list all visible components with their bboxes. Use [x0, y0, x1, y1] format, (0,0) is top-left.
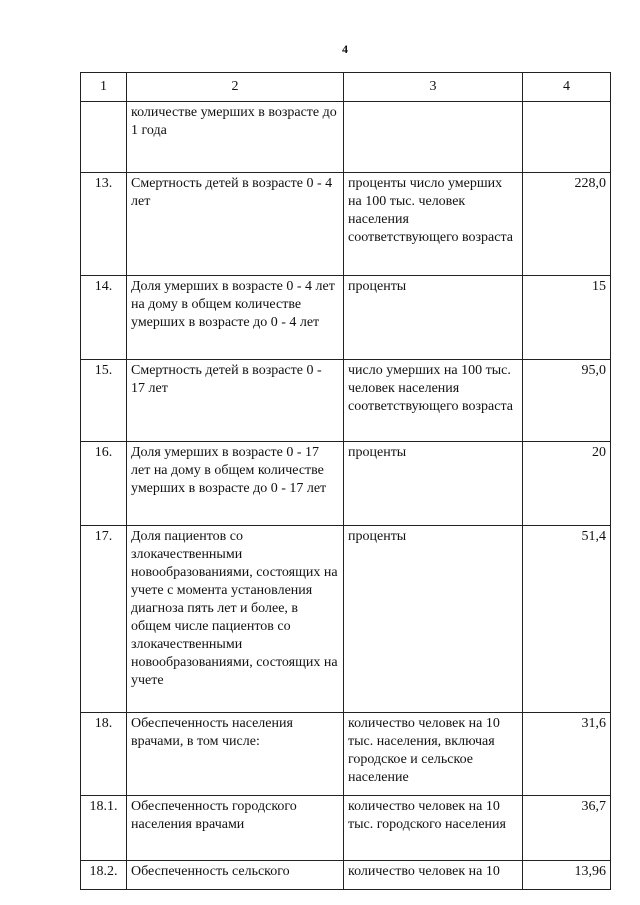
value: 95,0: [523, 360, 611, 442]
table-row: [81, 173, 611, 276]
unit: проценты: [344, 442, 523, 526]
unit: количество человек на 10 тыс. населения, включая городское и сельское население: [344, 713, 523, 796]
table-row: [81, 526, 611, 713]
table-row: [81, 442, 611, 526]
table-row: [81, 796, 611, 861]
value: 36,7: [523, 796, 611, 861]
table-row: [81, 360, 611, 442]
row-number: 18.: [81, 713, 127, 796]
unit: проценты число умерших на 100 тыс. человек населения соответствующего возраста: [344, 173, 523, 276]
unit: [344, 102, 523, 173]
unit: количество человек на 10: [344, 861, 523, 890]
indicator-name: Обеспеченность населения врачами, в том числе:: [127, 713, 344, 796]
table-row: [81, 861, 611, 890]
indicator-name: Смертность детей в возрасте 0 - 4 лет: [127, 173, 344, 276]
unit: проценты: [344, 276, 523, 360]
table-row: [81, 102, 611, 173]
row-number: 17.: [81, 526, 127, 713]
header-cell: 2: [127, 73, 344, 102]
unit: число умерших на 100 тыс. человек населения соответствующего возраста: [344, 360, 523, 442]
table-row: [81, 276, 611, 360]
indicator-name: Смертность детей в возрасте 0 - 17 лет: [127, 360, 344, 442]
indicator-name: количестве умерших в возрасте до 1 года: [127, 102, 344, 173]
page-number: 4: [342, 42, 348, 56]
row-number: 13.: [81, 173, 127, 276]
row-number: 18.1.: [81, 796, 127, 861]
indicator-name: Обеспеченность городского населения врачами: [127, 796, 344, 861]
indicator-name: Доля умерших в возрасте 0 - 17 лет на дому в общем количестве умерших в возрасте до 0 - 17 лет: [127, 442, 344, 526]
indicator-name: Доля умерших в возрасте 0 - 4 лет на дому в общем количестве умерших в возрасте до 0 - 4 лет: [127, 276, 344, 360]
indicators-table: [80, 72, 611, 890]
value: 13,96: [523, 861, 611, 890]
header-cell: 1: [81, 73, 127, 102]
row-number: [81, 102, 127, 173]
value: 51,4: [523, 526, 611, 713]
table-row: [81, 713, 611, 796]
unit: количество человек на 10 тыс. городского населения: [344, 796, 523, 861]
row-number: 16.: [81, 442, 127, 526]
indicator-name: Доля пациентов со злокачественными новообразованиями, состоящих на учете с момента установления диагноза пять лет и более, в общем числе пациентов со злокачественными новообразованиями, состоящих на учете: [127, 526, 344, 713]
value: 15: [523, 276, 611, 360]
header-cell: 3: [344, 73, 523, 102]
table-header-row: [81, 73, 611, 102]
indicator-name: Обеспеченность сельского: [127, 861, 344, 890]
value: 20: [523, 442, 611, 526]
row-number: 14.: [81, 276, 127, 360]
value: [523, 102, 611, 173]
row-number: 18.2.: [81, 861, 127, 890]
value: 228,0: [523, 173, 611, 276]
value: 31,6: [523, 713, 611, 796]
unit: проценты: [344, 526, 523, 713]
row-number: 15.: [81, 360, 127, 442]
header-cell: 4: [523, 73, 611, 102]
